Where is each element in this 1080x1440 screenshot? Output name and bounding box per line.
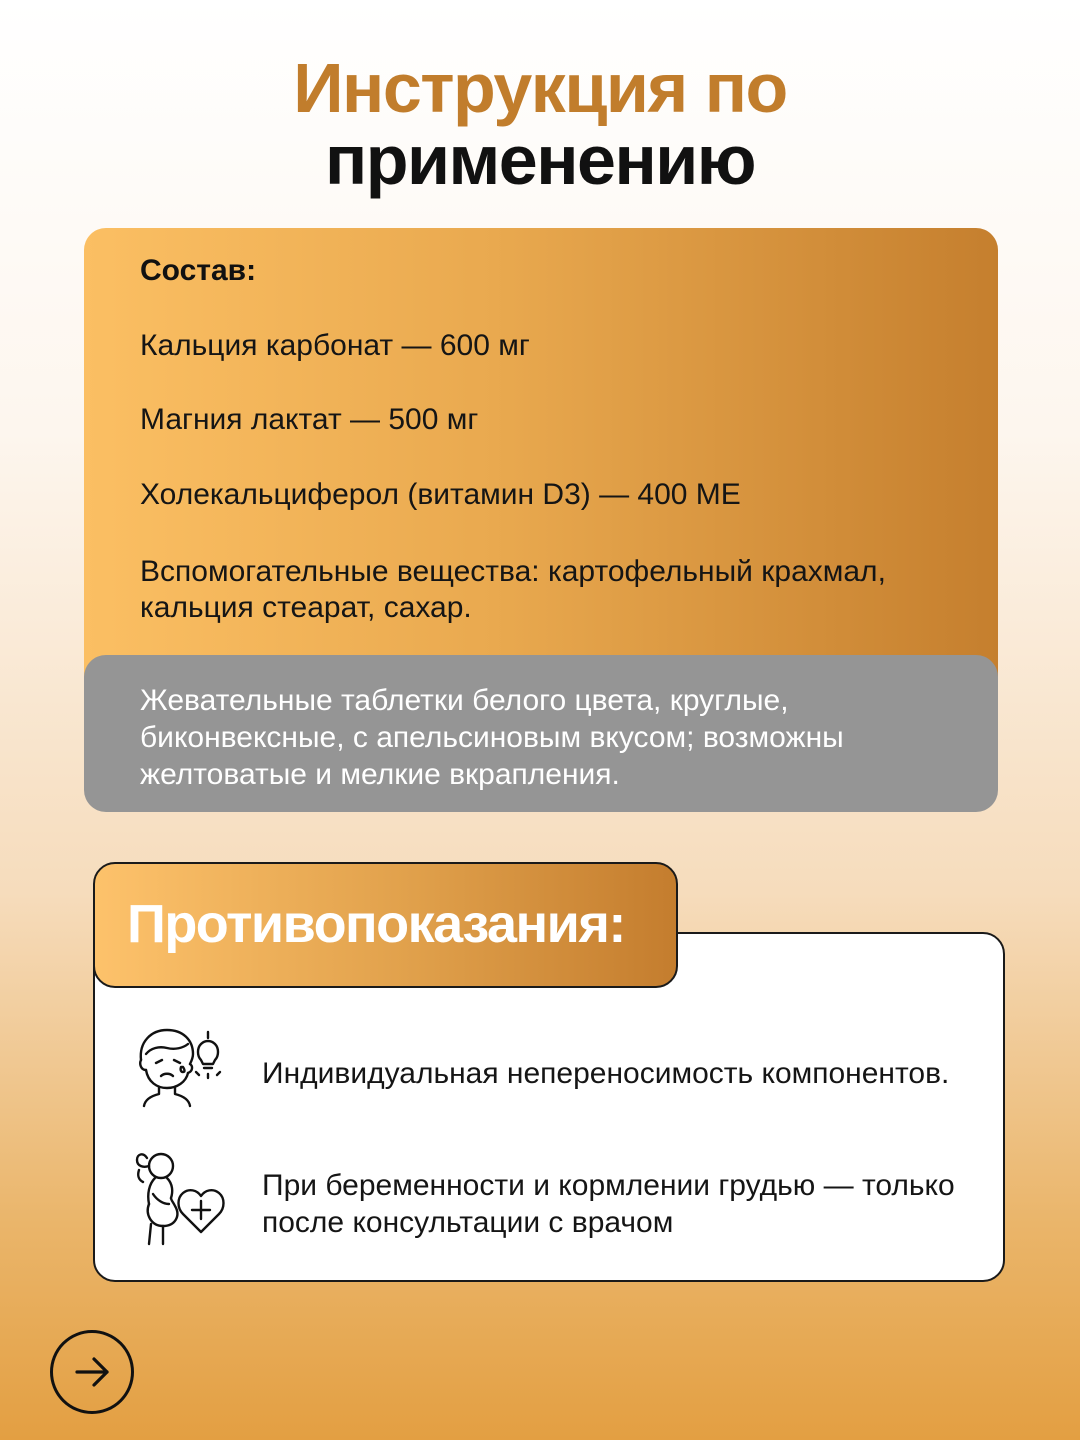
composition-item: Магния лактат — 500 мг [140,403,479,436]
contraindication-text: При беременности и кормлении грудью — только после консультации с врачом [262,1169,955,1239]
allergy-face-icon [133,1024,223,1113]
page-title-accent: Инструкция по [293,49,787,127]
composition-excipients: Вспомогательные вещества: картофельный крахмал, кальция стеарат, сахар. [140,555,886,624]
description-text: Жевательные таблетки белого цвета, круглые, биконвексные, с апельсиновым вкусом; возможны желтоватые и мелкие вкрапления. [140,684,844,791]
composition-label: Состав: [140,254,257,287]
composition-item: Холекальциферол (витамин D3) — 400 МЕ [140,478,741,511]
composition-item: Кальция карбонат — 600 мг [140,329,530,362]
contraindication-text: Индивидуальная непереносимость компонентов. [262,1057,950,1090]
page-title-main: применению [324,121,756,199]
page-title [0,49,1080,199]
arrow-right-icon [53,1333,131,1411]
contraindications-heading: Противопоказания: [127,894,625,954]
next-button[interactable] [50,1330,134,1414]
pregnancy-heart-icon [133,1148,229,1253]
